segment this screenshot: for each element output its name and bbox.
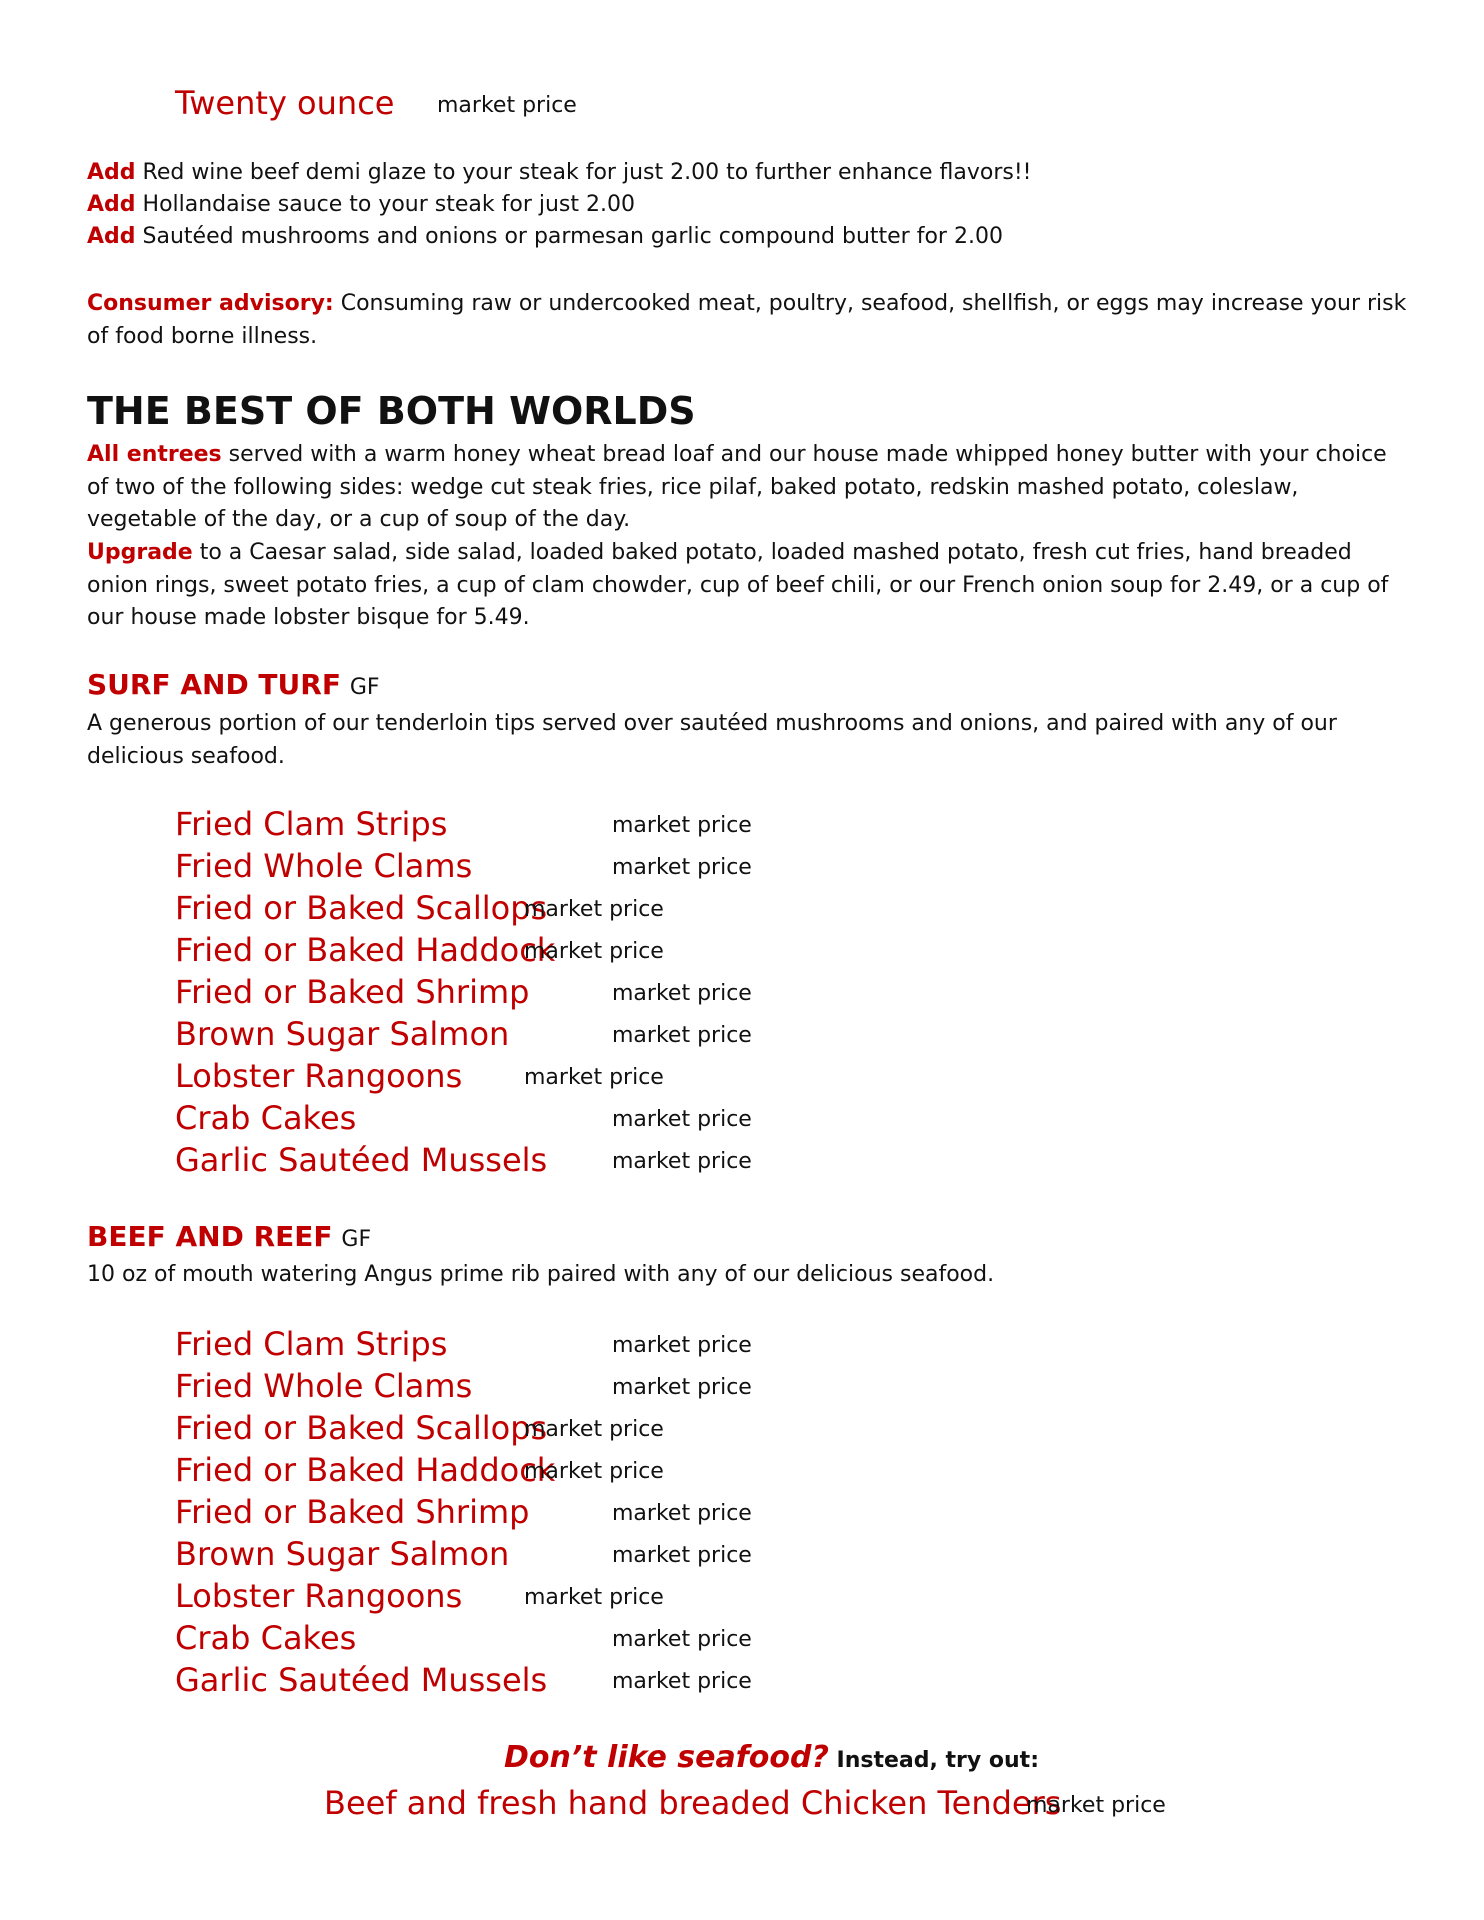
list-item <box>0 1367 1484 1409</box>
addon-line <box>87 224 1003 249</box>
list-item <box>0 973 1484 1015</box>
alternative-question: Don’t like seafood? <box>504 1740 829 1775</box>
gluten-free-tag: GF <box>349 675 380 700</box>
list-item <box>0 889 1484 931</box>
surf-and-turf-heading <box>87 668 380 701</box>
item-name: Fried or Baked Haddock <box>175 1451 556 1489</box>
item-price: market price <box>612 813 752 838</box>
item-name: Brown Sugar Salmon <box>175 1015 510 1053</box>
gluten-free-tag: GF <box>341 1227 372 1252</box>
addon-line <box>87 160 1031 185</box>
list-item <box>0 1325 1484 1367</box>
list-item <box>0 1409 1484 1451</box>
section-name: BEEF AND REEF <box>87 1220 333 1253</box>
item-price: market price <box>524 1459 664 1484</box>
item-name: Fried or Baked Scallops <box>175 889 548 927</box>
entrees-label: All entrees <box>87 442 222 467</box>
list-item <box>0 1619 1484 1661</box>
section-name: SURF AND TURF <box>87 668 341 701</box>
item-price: market price <box>612 1627 752 1652</box>
beef-and-reef-description: 10 oz of mouth watering Angus prime rib paired with any of our delicious seafood. <box>87 1262 995 1287</box>
top-item-price: market price <box>437 93 577 118</box>
item-price: market price <box>524 897 664 922</box>
item-name: Crab Cakes <box>175 1099 357 1137</box>
item-name: Lobster Rangoons <box>175 1057 463 1095</box>
list-item <box>0 847 1484 889</box>
addon-line <box>87 192 635 217</box>
item-price: market price <box>612 1149 752 1174</box>
addon-text: Red wine beef demi glaze to your steak for just 2.00 to further enhance flavors!! <box>135 160 1032 185</box>
item-name: Fried or Baked Shrimp <box>175 1493 530 1531</box>
upgrade-text: to a Caesar salad, side salad, loaded baked potato, loaded mashed potato, fresh cut fries, hand breaded onion rings, sweet potato fries, a cup of clam chowder, cup of beef chili, or our French onion soup for 2.49, or a cup of our house made lobster bisque for 5.49. <box>87 540 1389 630</box>
list-item <box>0 931 1484 973</box>
item-price: market price <box>612 1669 752 1694</box>
top-item-name: Twenty ounce <box>175 84 395 122</box>
item-name: Lobster Rangoons <box>175 1577 463 1615</box>
item-name: Crab Cakes <box>175 1619 357 1657</box>
alternative-prompt <box>504 1740 1039 1775</box>
list-item <box>0 1577 1484 1619</box>
item-price: market price <box>612 1333 752 1358</box>
item-name: Garlic Sautéed Mussels <box>175 1141 548 1179</box>
item-name: Fried or Baked Haddock <box>175 931 556 969</box>
list-item <box>0 1535 1484 1577</box>
addon-text: Hollandaise sauce to your steak for just 2.00 <box>135 192 635 217</box>
item-name: Fried Whole Clams <box>175 1367 473 1405</box>
item-price: market price <box>612 1375 752 1400</box>
page-section-title: THE BEST OF BOTH WORLDS <box>87 389 696 433</box>
item-name: Fried Clam Strips <box>175 1325 448 1363</box>
advisory-text: Consuming raw or undercooked meat, poultry, seafood, shellfish, or eggs may increase your risk of food borne illness. <box>87 291 1407 349</box>
addon-text: Sautéed mushrooms and onions or parmesan garlic compound butter for 2.00 <box>135 224 1003 249</box>
item-price: market price <box>524 1417 664 1442</box>
item-price: market price <box>524 939 664 964</box>
item-name: Garlic Sautéed Mussels <box>175 1661 548 1699</box>
item-price: market price <box>612 855 752 880</box>
alternative-prompt-text: Instead, try out: <box>828 1748 1039 1773</box>
item-price: market price <box>612 1543 752 1568</box>
advisory-label: Consumer advisory: <box>87 291 334 316</box>
item-name: Fried Whole Clams <box>175 847 473 885</box>
item-price: market price <box>524 1065 664 1090</box>
item-price: market price <box>612 1023 752 1048</box>
item-name: Brown Sugar Salmon <box>175 1535 510 1573</box>
upgrade-label: Upgrade <box>87 540 193 565</box>
item-name: Fried Clam Strips <box>175 805 448 843</box>
item-price: market price <box>612 981 752 1006</box>
list-item <box>0 1015 1484 1057</box>
item-name: Fried or Baked Shrimp <box>175 973 530 1011</box>
beef-and-reef-heading <box>87 1220 371 1253</box>
alternative-item-name: Beef and fresh hand breaded Chicken Tenders <box>324 1784 1062 1822</box>
list-item <box>0 805 1484 847</box>
list-item <box>0 1451 1484 1493</box>
addon-label: Add <box>87 192 136 217</box>
addon-label: Add <box>87 224 136 249</box>
list-item <box>0 1493 1484 1535</box>
list-item <box>0 1141 1484 1183</box>
list-item <box>0 1099 1484 1141</box>
entrees-note <box>87 439 1407 537</box>
item-price: market price <box>524 1585 664 1610</box>
upgrade-note <box>87 537 1407 635</box>
list-item <box>0 1057 1484 1099</box>
item-name: Fried or Baked Scallops <box>175 1409 548 1447</box>
addon-label: Add <box>87 160 136 185</box>
entrees-text: served with a warm honey wheat bread loaf and our house made whipped honey butter with your choice of two of the following sides: wedge cut steak fries, rice pilaf, baked potato, redskin mashed potato, coleslaw, vegetable of the day, or a cup of soup of the day. <box>87 442 1387 532</box>
alternative-item-price: market price <box>1026 1793 1166 1818</box>
item-price: market price <box>612 1107 752 1132</box>
item-price: market price <box>612 1501 752 1526</box>
list-item <box>0 1661 1484 1703</box>
consumer-advisory <box>87 288 1407 353</box>
surf-and-turf-description: A generous portion of our tenderloin tips served over sautéed mushrooms and onions, and paired with any of our delicious seafood. <box>87 711 1337 769</box>
